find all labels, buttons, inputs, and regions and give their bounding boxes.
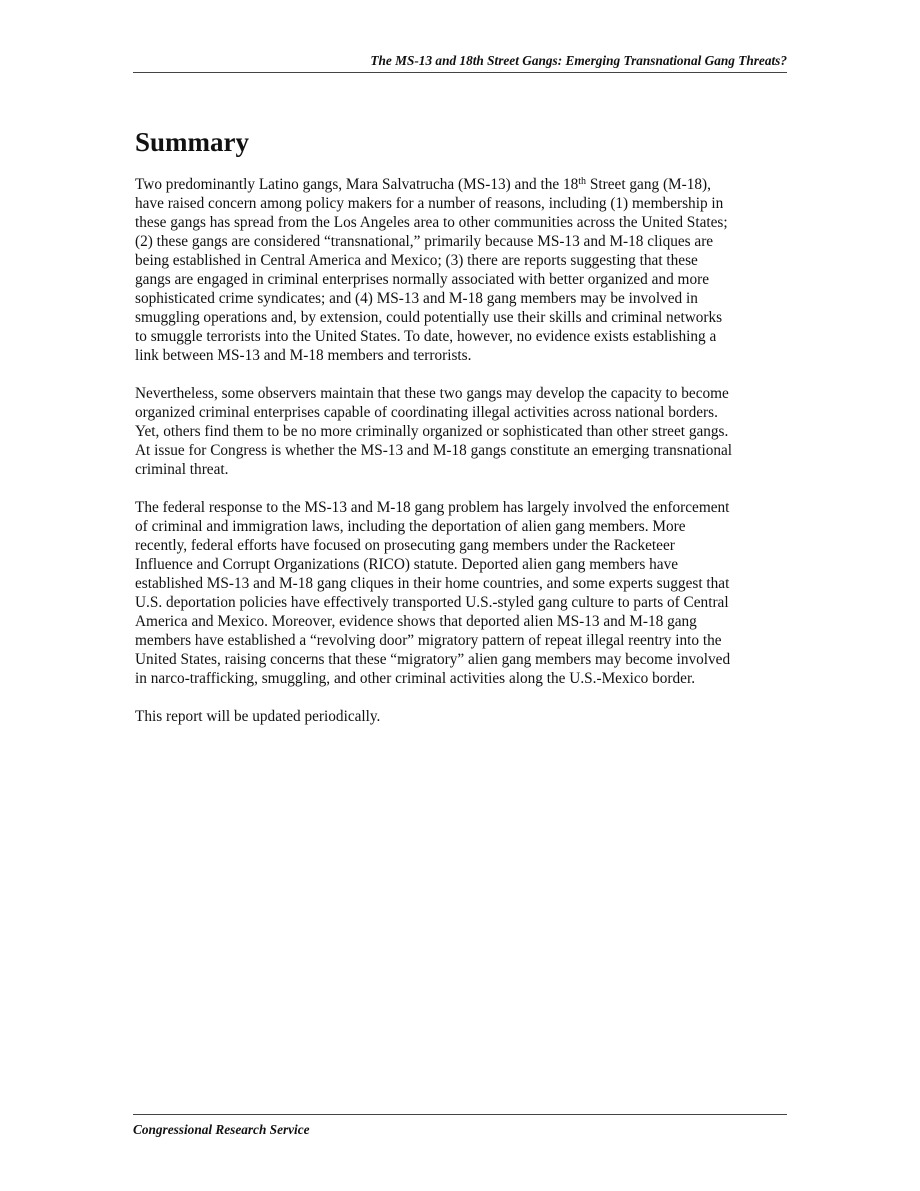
paragraph-line: (2) these gangs are considered “transnational,” primarily because MS-13 and M-18 cliques are	[135, 233, 714, 250]
summary-paragraph-1	[135, 175, 790, 365]
summary-paragraph-4: This report will be updated periodically.	[135, 708, 381, 725]
paragraph-line: Yet, others find them to be no more criminally organized or sophisticated than other street gangs.	[135, 423, 729, 440]
summary-paragraph-2	[135, 384, 790, 479]
footer-organization: Congressional Research Service	[133, 1122, 310, 1137]
paragraph-line: Nevertheless, some observers maintain that these two gangs may develop the capacity to become	[135, 385, 729, 402]
ordinal-superscript: th	[578, 176, 587, 187]
paragraph-line: smuggling operations and, by extension, could potentially use their skills and criminal networks	[135, 309, 723, 326]
paragraph-line: these gangs has spread from the Los Angeles area to other communities across the United States;	[135, 214, 728, 231]
summary-paragraph-3	[135, 498, 790, 688]
paragraph-line: organized criminal enterprises capable of coordinating illegal activities across national borders.	[135, 404, 718, 421]
paragraph-line: sophisticated crime syndicates; and (4) MS-13 and M-18 gang members may be involved in	[135, 290, 698, 307]
paragraph-line: At issue for Congress is whether the MS-13 and M-18 gangs constitute an emerging transnational	[135, 442, 733, 459]
paragraph-line: recently, federal efforts have focused on prosecuting gang members under the Racketeer	[135, 537, 675, 554]
paragraph-line: gangs are engaged in criminal enterprises normally associated with better organized and more	[135, 271, 709, 288]
paragraph-line: Influence and Corrupt Organizations (RICO) statute. Deported alien gang members have	[135, 556, 679, 573]
paragraph-line: in narco-trafficking, smuggling, and other criminal activities along the U.S.-Mexico border.	[135, 670, 696, 687]
paragraph-line: America and Mexico. Moreover, evidence shows that deported alien MS-13 and M-18 gang	[135, 613, 697, 630]
paragraph-line: of criminal and immigration laws, including the deportation of alien gang members. More	[135, 518, 686, 535]
paragraph-line: Two predominantly Latino gangs, Mara Salvatrucha (MS-13) and the 18th Street gang (M-18),	[135, 176, 711, 193]
paragraph-line: link between MS-13 and M-18 members and terrorists.	[135, 347, 472, 364]
summary-body	[135, 175, 790, 745]
page-footer	[133, 1114, 787, 1139]
paragraph-line: criminal threat.	[135, 461, 229, 478]
running-header	[133, 52, 787, 73]
paragraph-line: being established in Central America and Mexico; (3) there are reports suggesting that these	[135, 252, 698, 269]
paragraph-line: established MS-13 and M-18 gang cliques in their home countries, and some experts suggest that	[135, 575, 730, 592]
paragraph-line: members have established a “revolving door” migratory pattern of repeat illegal reentry into the	[135, 632, 722, 649]
paragraph-line: to smuggle terrorists into the United States. To date, however, no evidence exists establishing a	[135, 328, 717, 345]
paragraph-line: The federal response to the MS-13 and M-18 gang problem has largely involved the enforcement	[135, 499, 730, 516]
paragraph-line: have raised concern among policy makers for a number of reasons, including (1) membership in	[135, 195, 724, 212]
summary-heading: Summary	[135, 127, 249, 157]
paragraph-line: United States, raising concerns that these “migratory” alien gang members may become involved	[135, 651, 731, 668]
paragraph-line: U.S. deportation policies have effectively transported U.S.-styled gang culture to parts of Central	[135, 594, 729, 611]
running-header-title: The MS-13 and 18th Street Gangs: Emerging Transnational Gang Threats?	[370, 53, 787, 68]
